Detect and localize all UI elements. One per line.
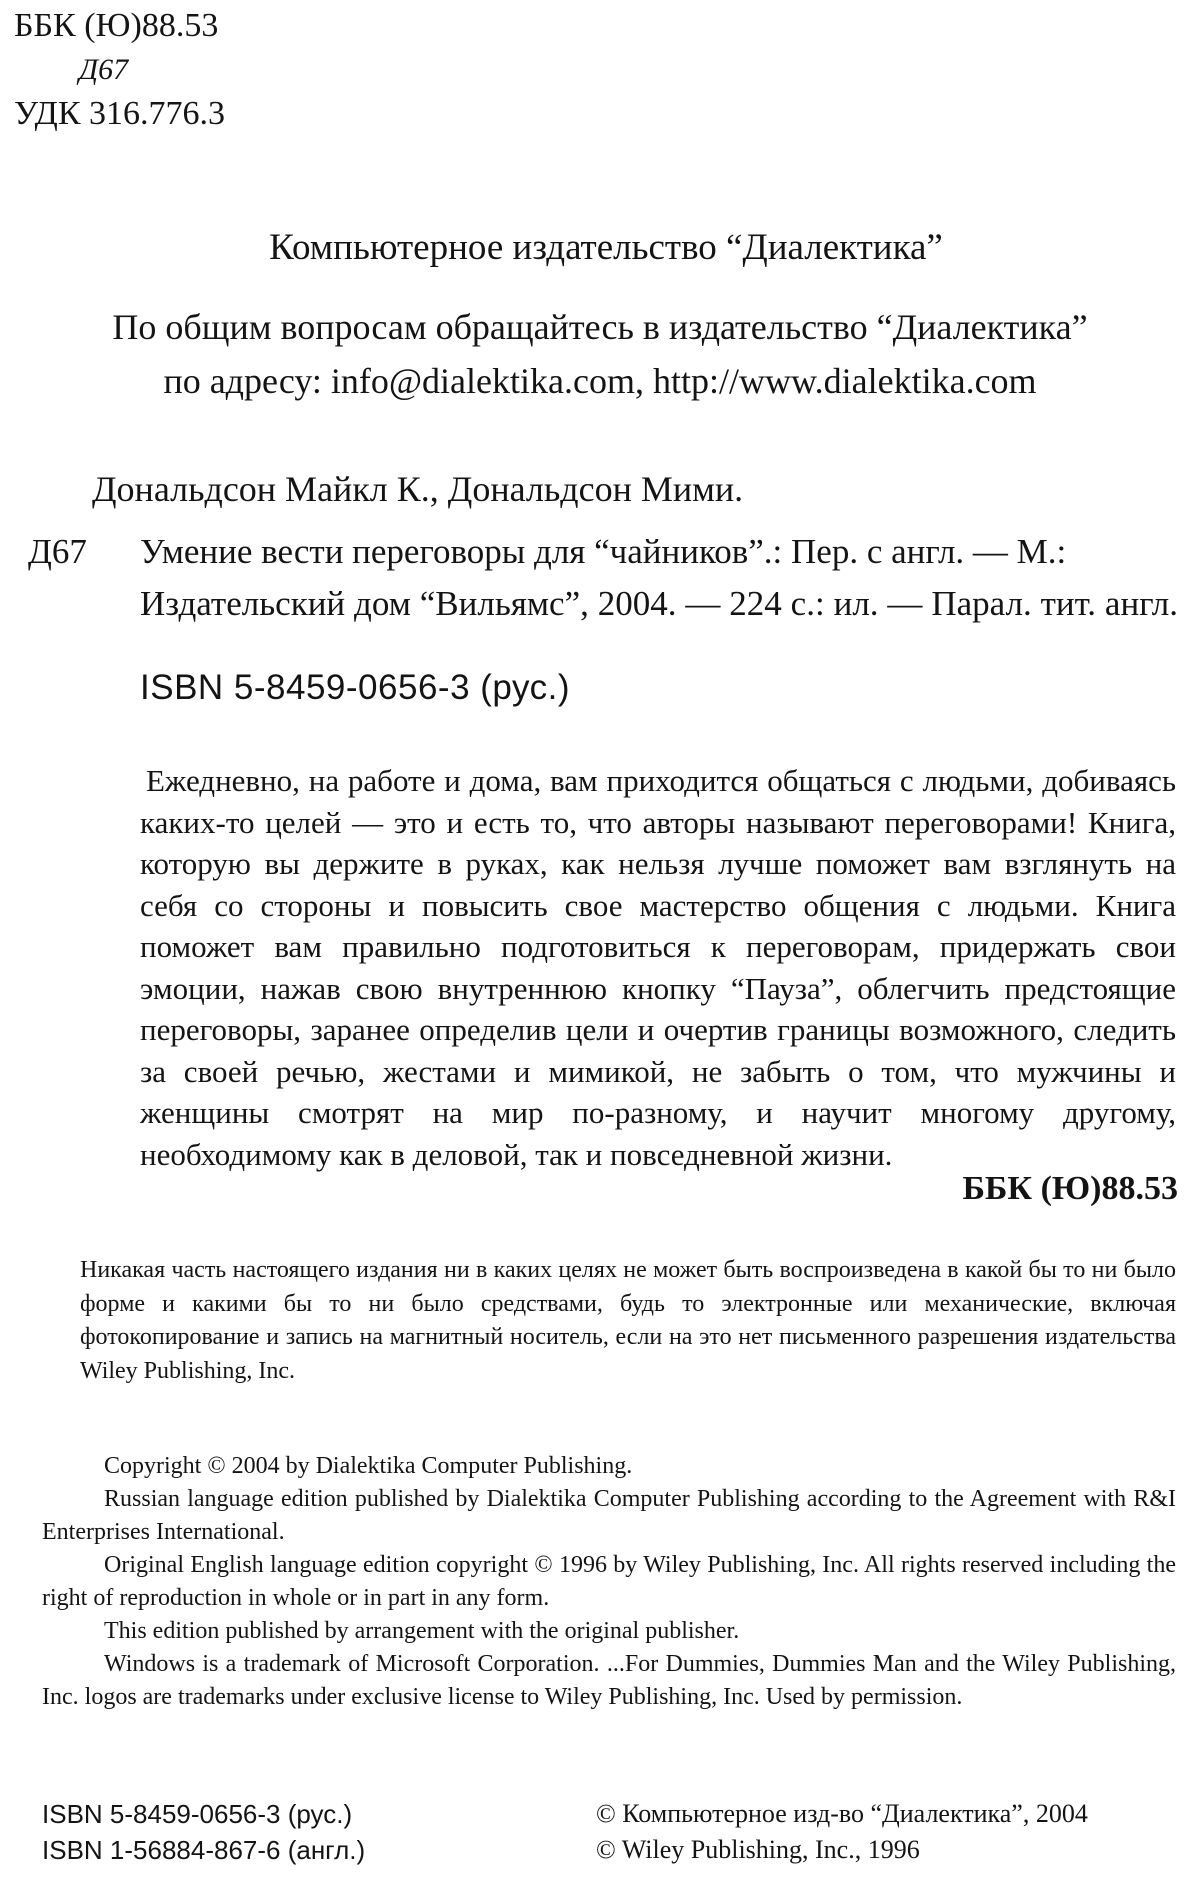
catalog-entry	[28, 526, 1178, 682]
contact-line-2: по адресу: info@dialektika.com, http://www.dialektika.com	[163, 361, 1037, 401]
copyright-english: © Wiley Publishing, Inc., 1996	[596, 1835, 920, 1864]
legal-notice: Никакая часть настоящего издания ни в каких целях не может быть воспроизведена в какой бы то ни было форме и какими бы то ни было средствами, будь то электронные или механические, включая фотокопирование и запись на магнитный носитель, если на это нет письменного разрешения издательства Wiley Publishing, Inc.	[80, 1257, 1176, 1384]
udk-code: УДК 316.776.3	[14, 95, 226, 132]
catalog-code: Д67	[28, 532, 87, 571]
catalog-authors: Дональдсон Майкл К., Дональдсон Мими.	[92, 469, 744, 509]
copyright-line: Copyright © 2004 by Dialektika Computer Publishing.	[104, 1453, 633, 1479]
copyright-holders	[596, 1796, 1088, 1868]
author-mark: Д67	[79, 53, 129, 86]
copyright-line: This edition published by arrangement with the original publisher.	[104, 1618, 740, 1644]
copyright-russian: © Компьютерное изд-во “Диалектика”, 2004	[596, 1799, 1088, 1828]
publisher-title: Компьютерное издательство “Диалектика”	[269, 227, 943, 268]
copyright-block	[42, 1450, 1176, 1714]
catalog-continuation: Издательский дом “Вильямс”, 2004. — 224 с.: ил. — Парал. тит. англ.	[140, 584, 1178, 623]
contact-info	[36, 300, 1164, 408]
contact-line-1: По общим вопросам обращайтесь в издательство “Диалектика”	[112, 307, 1088, 347]
isbn-list	[42, 1796, 365, 1868]
copyright-line: Original English language edition copyright © 1996 by Wiley Publishing, Inc. All rights reserved including the right of reproduction in whole or in part in any form.	[42, 1552, 1176, 1611]
bbk-code-right: ББК (Ю)88.53	[962, 1170, 1178, 1207]
copyright-line: Russian language edition published by Dialektika Computer Publishing according to the Agreement with R&I Enterprises International.	[42, 1486, 1176, 1545]
catalog-isbn: ISBN 5-8459-0656-3 (рус.)	[140, 668, 570, 707]
bbk-code: ББК (Ю)88.53	[14, 7, 219, 44]
catalog-title: Умение вести переговоры для “чайников”.: Пер. с англ. — М.:	[140, 532, 1067, 571]
copyright-line: Windows is a trademark of Microsoft Corporation. ...For Dummies, Dummies Man and the Wiley Publishing, Inc. logos are trademarks under exclusive license to Wiley Publishing, Inc. Used by permission.	[42, 1651, 1176, 1710]
isbn-russian: ISBN 5-8459-0656-3 (рус.)	[42, 1799, 353, 1829]
classification-block	[14, 4, 225, 136]
annotation: Ежедневно, на работе и дома, вам приходится общаться с людьми, добиваясь каких-то целей — это и есть то, что авторы называют переговорами! Книга, которую вы держите в руках, как нельзя лучше поможет вам взглянуть на себя со стороны и повысить свое мастерство общения с людьми. Книга поможет вам правильно подготовиться к переговорам, придержать свои эмоции, нажав свою внутреннюю кнопку “Пауза”, облегчить предстоящие переговоры, заранее определив цели и очертив границы возможного, следить за своей речью, жестами и мимикой, не забыть о том, что мужчины и женщины смотрят на мир по-разному, и научит многому другому, необходимому как в деловой, так и повседневной жизни.	[140, 763, 1176, 1172]
isbn-english: ISBN 1-56884-867-6 (англ.)	[42, 1835, 366, 1865]
